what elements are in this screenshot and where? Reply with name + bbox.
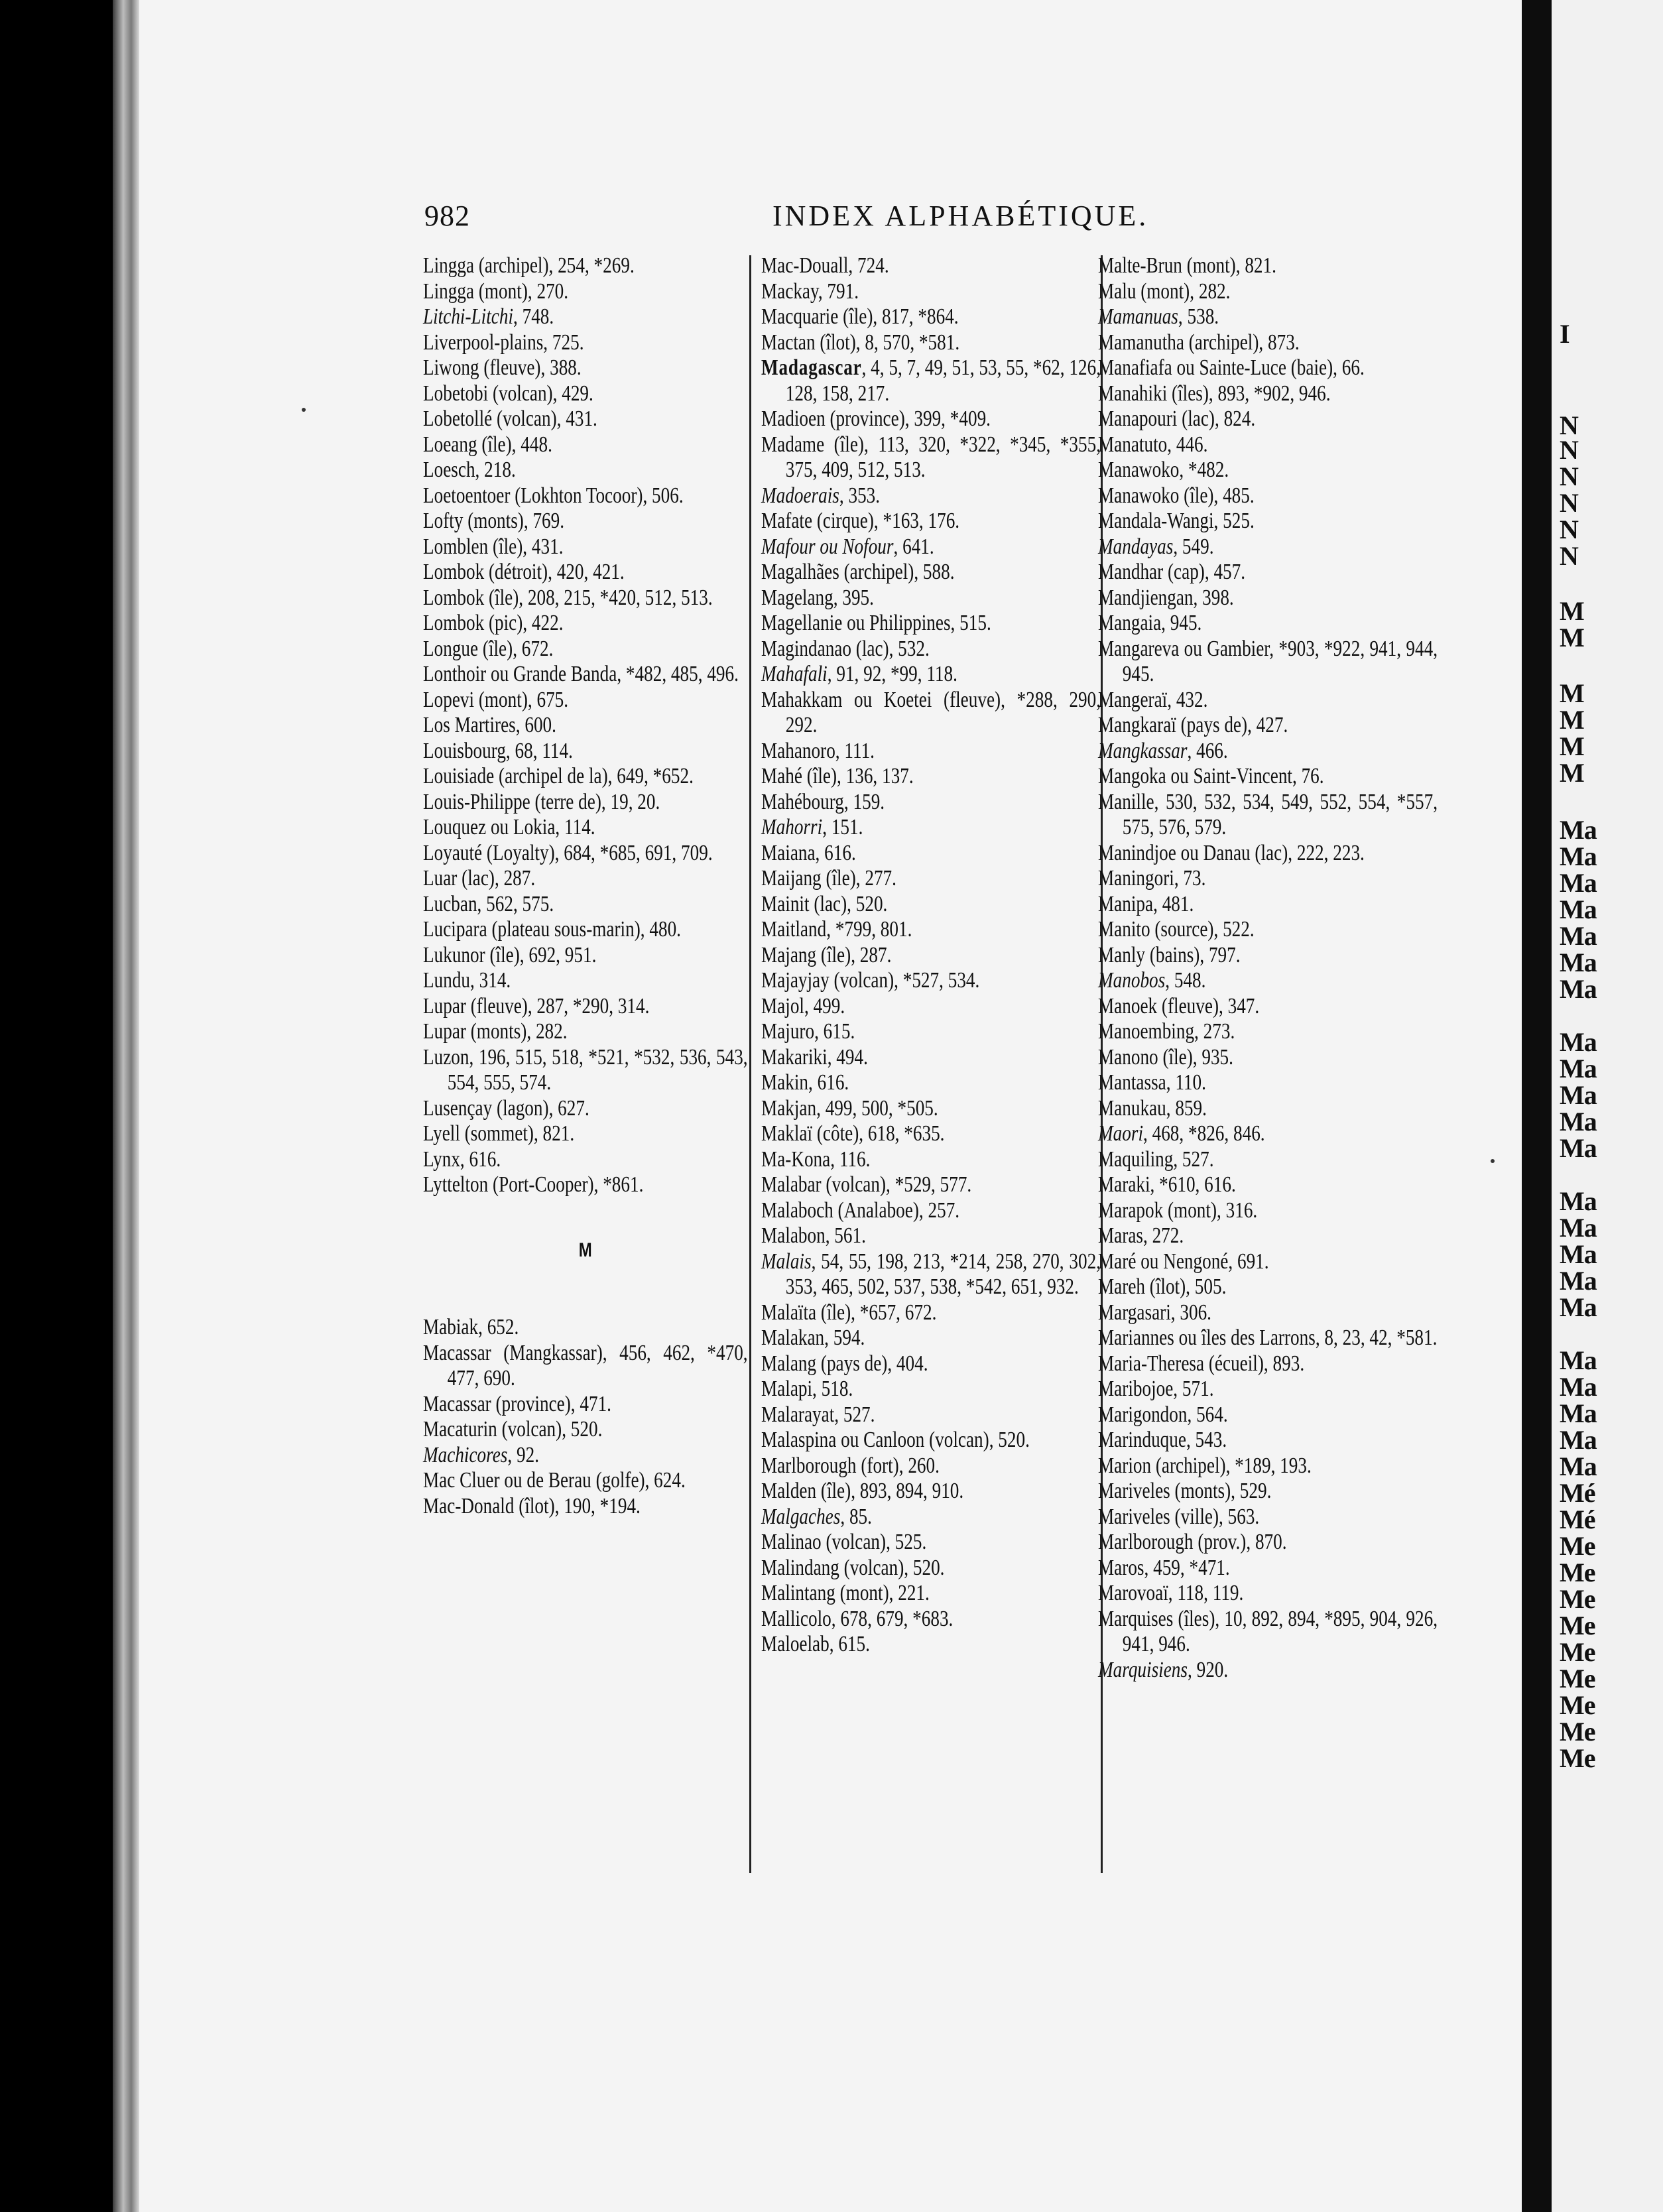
next-page-edge xyxy=(1552,0,1663,2212)
index-entry: Lingga (mont), 270. xyxy=(423,278,569,304)
index-entry: Manille, 530, 532, 534, 549, 552, 554, *557, 575, 576, 579. xyxy=(1098,789,1438,839)
next-page-fragment: Mé xyxy=(1560,1505,1595,1534)
running-title: INDEX ALPHABÉTIQUE. xyxy=(772,200,1149,232)
index-entry: Manapouri (lac), 824. xyxy=(1098,406,1256,431)
index-entry: Loetoentoer (Lokhton Tocoor), 506. xyxy=(423,483,684,508)
next-page-fragment: M xyxy=(1560,705,1584,735)
index-entry: Lucban, 562, 575. xyxy=(423,891,554,916)
next-page-fragment: Ma xyxy=(1560,894,1597,924)
index-entry: Maquiling, 527. xyxy=(1098,1146,1214,1172)
index-entry: Lyell (sommet), 821. xyxy=(423,1121,575,1146)
next-page-fragment: Ma xyxy=(1560,1213,1597,1243)
next-page-fragment: Ma xyxy=(1560,1425,1597,1455)
index-entry: Majuro, 615. xyxy=(761,1019,855,1044)
index-entry: Mandjiengan, 398. xyxy=(1098,585,1234,610)
index-entry: Manindjoe ou Danau (lac), 222, 223. xyxy=(1098,840,1365,865)
index-entry: Mariveles (monts), 529. xyxy=(1098,1479,1272,1503)
next-page-fragment: Me xyxy=(1560,1611,1595,1640)
index-entry: Mac Cluer ou de Berau (golfe), 624. xyxy=(423,1468,686,1493)
index-entry: Malaïta (île), *657, 672. xyxy=(761,1300,937,1325)
index-entry: Makjan, 499, 500, *505. xyxy=(761,1095,938,1121)
next-page-fragment: Ma xyxy=(1560,948,1597,977)
index-entry: Malaboch (Analaboe), 257. xyxy=(761,1198,960,1223)
next-page-fragment: Me xyxy=(1560,1717,1595,1747)
next-page-fragment: Ma xyxy=(1560,1027,1597,1057)
index-column-1 xyxy=(423,253,748,1519)
index-entry: Lombok (île), 208, 215, *420, 512, 513. xyxy=(423,585,713,610)
index-entry: Maklaï (côte), 618, *635. xyxy=(761,1121,945,1146)
index-entry: Manawoko, *482. xyxy=(1098,458,1229,482)
next-page-fragment: N xyxy=(1560,541,1578,571)
index-entry: Lobetollé (volcan), 431. xyxy=(423,406,597,431)
index-entry: Manobos, 548. xyxy=(1098,968,1206,993)
index-entry: Mactan (îlot), 8, 570, *581. xyxy=(761,330,960,355)
index-column-2 xyxy=(761,253,1101,1658)
index-entry: Lundu, 314. xyxy=(423,968,511,993)
index-entry: Maori, 468, *826, 846. xyxy=(1098,1121,1265,1146)
index-entry: Los Martires, 600. xyxy=(423,713,556,737)
index-entry: Louis-Philippe (terre de), 19, 20. xyxy=(423,789,660,814)
next-page-fragment: M xyxy=(1560,758,1584,788)
index-entry: Manono (île), 935. xyxy=(1098,1044,1233,1070)
index-entry: Lingga (archipel), 254, *269. xyxy=(423,253,635,278)
next-page-fragment: M xyxy=(1560,623,1584,652)
next-page-fragment: Ma xyxy=(1560,1107,1597,1137)
index-entry: Manoembing, 273. xyxy=(1098,1019,1235,1044)
index-entry: Loyauté (Loyalty), 684, *685, 691, 709. xyxy=(423,840,713,865)
index-entry: Lombok (pic), 422. xyxy=(423,611,564,635)
index-entry: Lonthoir ou Grande Banda, *482, 485, 496. xyxy=(423,662,739,686)
next-page-fragment: Ma xyxy=(1560,974,1597,1004)
index-entry: Lomblen (île), 431. xyxy=(423,534,564,559)
index-entry: Mafour ou Nofour, 641. xyxy=(761,534,934,559)
index-entry: Makin, 616. xyxy=(761,1070,849,1095)
index-entry: Manito (source), 522. xyxy=(1098,917,1255,942)
index-entry: Mabiak, 652. xyxy=(423,1315,519,1339)
next-page-fragment: I xyxy=(1560,319,1570,349)
index-entry: Maningori, 73. xyxy=(1098,866,1206,891)
index-entry: Lusençay (lagon), 627. xyxy=(423,1095,589,1121)
index-entry: Macaturin (volcan), 520. xyxy=(423,1417,603,1442)
next-page-fragment: N xyxy=(1560,461,1578,491)
index-entry: Mangaia, 945. xyxy=(1098,611,1202,635)
index-entry: Manawoko (île), 485. xyxy=(1098,483,1255,508)
index-entry: Mangeraï, 432. xyxy=(1098,687,1208,712)
book-spine xyxy=(113,0,139,2212)
next-page-fragment: Ma xyxy=(1560,1345,1597,1375)
index-entry: Maros, 459, *471. xyxy=(1098,1555,1230,1580)
index-entry: Maria-Theresa (écueil), 893. xyxy=(1098,1351,1305,1376)
index-entry: Mamanuas, 538. xyxy=(1098,304,1219,329)
index-entry: Manafiafa ou Sainte-Luce (baie), 66. xyxy=(1098,355,1365,380)
index-entry: Marion (archipel), *189, 193. xyxy=(1098,1453,1312,1478)
next-page-fragment: Ma xyxy=(1560,1133,1597,1163)
index-entry: Lofty (monts), 769. xyxy=(423,509,565,533)
index-entry: Louisiade (archipel de la), 649, *652. xyxy=(423,764,694,788)
index-entry: Makariki, 494. xyxy=(761,1044,868,1070)
index-entry: Mackay, 791. xyxy=(761,278,859,304)
next-page-fragment: Ma xyxy=(1560,1266,1597,1296)
index-entry: Margasari, 306. xyxy=(1098,1300,1211,1325)
index-entry: Lupar (fleuve), 287, *290, 314. xyxy=(423,993,650,1018)
index-entry: Mamanutha (archipel), 873. xyxy=(1098,330,1300,355)
index-entry: Malang (pays de), 404. xyxy=(761,1351,928,1376)
index-entry: Mangoka ou Saint-Vincent, 76. xyxy=(1098,764,1324,788)
index-entry: Maré ou Nengoné, 691. xyxy=(1098,1249,1269,1274)
index-entry: Malte-Brun (mont), 821. xyxy=(1098,253,1276,278)
index-entry: Loeang (île), 448. xyxy=(423,432,552,457)
next-page-fragment: Ma xyxy=(1560,1372,1597,1402)
index-entry: Malapi, 518. xyxy=(761,1377,853,1401)
next-page-fragment: Ma xyxy=(1560,868,1597,898)
index-entry: Liverpool-plains, 725. xyxy=(423,330,584,355)
index-entry: Mandayas, 549. xyxy=(1098,534,1214,559)
page-header xyxy=(424,199,1416,239)
index-entry: Mahanoro, 111. xyxy=(761,738,875,763)
index-entry: Maloelab, 615. xyxy=(761,1632,870,1656)
index-entry: Lucipara (plateau sous-marin), 480. xyxy=(423,917,681,942)
index-entry: Mac-Douall, 724. xyxy=(761,253,889,278)
next-page-fragment: Me xyxy=(1560,1558,1595,1587)
index-entry: Lobetobi (volcan), 429. xyxy=(423,381,593,406)
index-entry: Mahé (île), 136, 137. xyxy=(761,764,914,788)
next-page-fragment: Ma xyxy=(1560,1054,1597,1083)
index-entry: Mac-Donald (îlot), 190, *194. xyxy=(423,1493,641,1518)
index-entry: Mandala-Wangi, 525. xyxy=(1098,509,1255,533)
index-entry: Malden (île), 893, 894, 910. xyxy=(761,1479,964,1503)
index-entry: Manoek (fleuve), 347. xyxy=(1098,993,1260,1018)
next-page-fragment: Me xyxy=(1560,1743,1595,1773)
index-entry: Marovoaï, 118, 119. xyxy=(1098,1581,1244,1605)
index-entry: Mandhar (cap), 457. xyxy=(1098,560,1246,584)
index-entry: Lukunor (île), 692, 951. xyxy=(423,942,597,967)
index-entry: Madioen (province), 399, *409. xyxy=(761,406,991,431)
index-entry: Mariveles (ville), 563. xyxy=(1098,1504,1260,1529)
index-entry: Mangareva ou Gambier, *903, *922, 941, 944, 945. xyxy=(1098,636,1438,686)
paper-speck xyxy=(302,408,306,412)
index-entry: Lyttelton (Port-Cooper), *861. xyxy=(423,1172,644,1197)
index-entry: Marlborough (fort), 260. xyxy=(761,1453,940,1478)
index-entry: Marlborough (prov.), 870. xyxy=(1098,1530,1287,1554)
index-entry: Malabon, 561. xyxy=(761,1223,866,1248)
index-entry: Ma-Kona, 116. xyxy=(761,1146,871,1172)
index-entry: Mahorri, 151. xyxy=(761,815,863,839)
next-page-fragment: M xyxy=(1560,678,1584,708)
index-entry: Malakan, 594. xyxy=(761,1325,865,1350)
index-entry: Maiana, 616. xyxy=(761,840,856,865)
index-entry: Mahébourg, 159. xyxy=(761,789,885,814)
next-page-fragment: Ma xyxy=(1560,1398,1597,1428)
next-page-fragment: Me xyxy=(1560,1531,1595,1561)
index-entry: Mangkassar, 466. xyxy=(1098,738,1228,763)
index-entry: Marapok (mont), 316. xyxy=(1098,1198,1258,1223)
index-entry: Magelang, 395. xyxy=(761,585,874,610)
index-entry: Mareh (îlot), 505. xyxy=(1098,1274,1227,1299)
next-page-fragment: Ma xyxy=(1560,1292,1597,1322)
index-entry: Marquises (îles), 10, 892, 894, *895, 904, 926, 941, 946. xyxy=(1098,1606,1438,1656)
index-entry: Malindang (volcan), 520. xyxy=(761,1555,945,1580)
index-entry: Macquarie (île), 817, *864. xyxy=(761,304,959,329)
next-page-fragment: Ma xyxy=(1560,1451,1597,1481)
section-letter: M xyxy=(578,1239,592,1261)
index-entry: Louquez ou Lokia, 114. xyxy=(423,815,595,839)
index-entry: Marigondon, 564. xyxy=(1098,1402,1228,1427)
index-entry: Maijang (île), 277. xyxy=(761,866,896,891)
next-page-fragment: N xyxy=(1560,410,1578,440)
index-entry: Machicores, 92. xyxy=(423,1442,539,1467)
index-entry: Majayjay (volcan), *527, 534. xyxy=(761,968,980,993)
index-entry: Longue (île), 672. xyxy=(423,636,554,661)
index-entry: Madame (île), 113, 320, *322, *345, *355, 375, 409, 512, 513. xyxy=(761,432,1101,482)
index-entry: Magindanao (lac), 532. xyxy=(761,636,930,661)
index-entry: Magalhães (archipel), 588. xyxy=(761,560,955,584)
index-entry: Manipa, 481. xyxy=(1098,891,1194,916)
index-entry: Liwong (fleuve), 388. xyxy=(423,355,582,380)
next-page-fragment: N xyxy=(1560,435,1578,465)
index-entry: Malais, 54, 55, 198, 213, *214, 258, 270, 302, 353, 465, 502, 537, 538, *542, 651, 932. xyxy=(761,1249,1101,1299)
index-entry: Malinao (volcan), 525. xyxy=(761,1530,927,1554)
index-entry: Marinduque, 543. xyxy=(1098,1428,1227,1452)
index-entry: Manukau, 859. xyxy=(1098,1095,1207,1121)
index-column-3 xyxy=(1098,253,1438,1683)
paper-speck xyxy=(1491,1159,1495,1163)
index-entry: Maribojoe, 571. xyxy=(1098,1377,1214,1401)
next-page-fragment: N xyxy=(1560,488,1578,518)
index-entry: Mahafali, 91, 92, *99, 118. xyxy=(761,662,957,686)
next-page-fragment: Ma xyxy=(1560,841,1597,871)
index-entry: Macassar (Mangkassar), 456, 462, *470, 477, 690. xyxy=(423,1340,748,1390)
index-entry: Litchi-Litchi, 748. xyxy=(423,304,554,329)
index-entry: Luzon, 196, 515, 518, *521, *532, 536, 543, 554, 555, 574. xyxy=(423,1044,748,1095)
index-entry: Luar (lac), 287. xyxy=(423,866,536,891)
next-page-fragment: M xyxy=(1560,596,1584,626)
index-entry: Manatuto, 446. xyxy=(1098,432,1208,457)
index-entry: Lombok (détroit), 420, 421. xyxy=(423,560,625,584)
index-entry: Lynx, 616. xyxy=(423,1146,501,1172)
index-entry: Malintang (mont), 221. xyxy=(761,1581,930,1605)
next-page-fragment: Ma xyxy=(1560,921,1597,951)
index-entry: Mafate (cirque), *163, 176. xyxy=(761,509,960,533)
next-page-fragment: Me xyxy=(1560,1584,1595,1614)
index-entry: Malaspina ou Canloon (volcan), 520. xyxy=(761,1428,1030,1452)
next-page-fragment: Mé xyxy=(1560,1478,1595,1508)
index-entry: Lopevi (mont), 675. xyxy=(423,687,569,712)
index-entry: Mariannes ou îles des Larrons, 8, 23, 42, *581. xyxy=(1098,1325,1438,1350)
next-page-fragment: Ma xyxy=(1560,1080,1597,1110)
index-entry: Manly (bains), 797. xyxy=(1098,942,1241,967)
index-entry: Malabar (volcan), *529, 577. xyxy=(761,1172,972,1197)
index-entry: Marquisiens, 920. xyxy=(1098,1657,1229,1682)
next-page-fragment: Ma xyxy=(1560,1186,1597,1216)
next-page-fragment: M xyxy=(1560,731,1584,761)
index-entry: Maras, 272. xyxy=(1098,1223,1184,1248)
next-page-fragment: Ma xyxy=(1560,815,1597,845)
page-number: 982 xyxy=(424,200,470,232)
index-entry: Manahiki (îles), 893, *902, 946. xyxy=(1098,381,1331,406)
index-entry: Loesch, 218. xyxy=(423,458,516,482)
index-entry: Mantassa, 110. xyxy=(1098,1070,1206,1095)
index-entry: Majang (île), 287. xyxy=(761,942,892,967)
index-entry: Macassar (province), 471. xyxy=(423,1391,611,1416)
index-entry: Louisbourg, 68, 114. xyxy=(423,738,573,763)
index-entry: Malu (mont), 282. xyxy=(1098,278,1231,304)
index-entry: Mahakkam ou Koetei (fleuve), *288, 290, 292. xyxy=(761,687,1101,737)
index-entry: Lupar (monts), 282. xyxy=(423,1019,568,1044)
next-page-fragment: N xyxy=(1560,515,1578,544)
next-page-fragment: Me xyxy=(1560,1637,1595,1667)
index-entry: Magellanie ou Philippines, 515. xyxy=(761,611,991,635)
index-entry: Malarayat, 527. xyxy=(761,1402,875,1427)
next-page-fragment: Me xyxy=(1560,1664,1595,1693)
index-entry: Malgaches, 85. xyxy=(761,1504,872,1529)
next-page-fragment: Ma xyxy=(1560,1239,1597,1269)
index-entry: Mallicolo, 678, 679, *683. xyxy=(761,1606,954,1631)
index-entry: Mainit (lac), 520. xyxy=(761,891,888,916)
next-page-fragment: Me xyxy=(1560,1690,1595,1720)
index-entry: Maraki, *610, 616. xyxy=(1098,1172,1236,1197)
column-rule xyxy=(749,255,751,1873)
index-entry: Maitland, *799, 801. xyxy=(761,917,912,942)
index-entry: Madoerais, 353. xyxy=(761,483,881,508)
index-entry: Mangkaraï (pays de), 427. xyxy=(1098,713,1288,737)
index-entry: Majol, 499. xyxy=(761,993,845,1018)
index-entry: Madagascar, 4, 5, 7, 49, 51, 53, 55, *62, 126, 128, 158, 217. xyxy=(761,355,1101,406)
